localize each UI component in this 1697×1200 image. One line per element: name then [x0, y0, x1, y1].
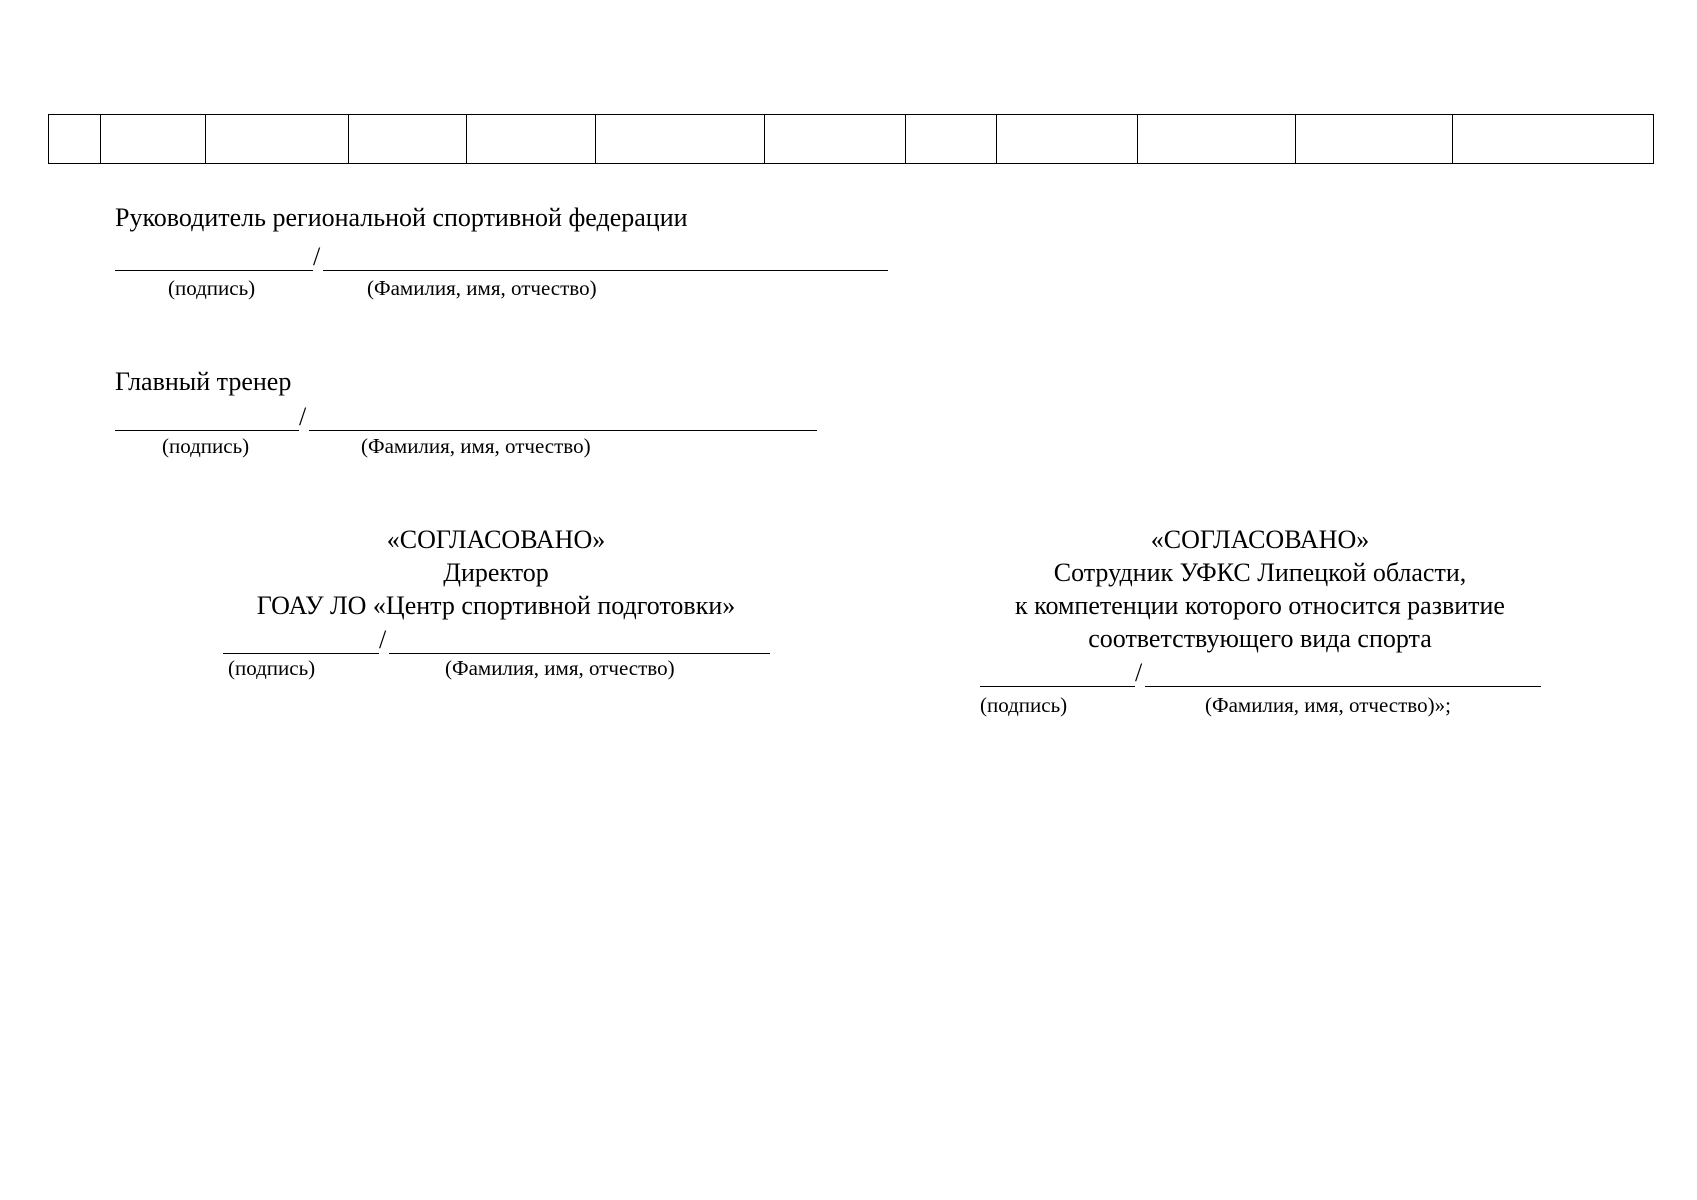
- approval-left-position: Директор: [443, 558, 549, 587]
- table-cell: [765, 115, 906, 164]
- table-cell: [1138, 115, 1296, 164]
- head-coach-name-line: [309, 430, 817, 431]
- table-cell: [997, 115, 1138, 164]
- approval-left-slash: /: [379, 625, 387, 654]
- empty-table-row: [48, 114, 1654, 164]
- approval-left-signature-line: [223, 653, 379, 654]
- approval-right-name-line: [1145, 686, 1541, 687]
- table-cell: [906, 115, 997, 164]
- table-row: [49, 115, 1654, 164]
- federation-head-name-caption: (Фамилия, имя, отчество): [367, 276, 597, 300]
- approval-right-position: Сотрудник УФКС Липецкой области,: [1053, 558, 1467, 587]
- approval-left-signature-caption: (подпись): [228, 656, 316, 680]
- approval-left-name-caption: (Фамилия, имя, отчество): [445, 656, 675, 680]
- approval-right-signature-line: [980, 686, 1135, 687]
- federation-head-signature-caption: (подпись): [168, 276, 256, 300]
- approval-right-sport: соответствующего вида спорта: [1088, 624, 1432, 653]
- federation-head-signature-line: [115, 270, 313, 271]
- approval-right-heading: «СОГЛАСОВАНО»: [1150, 525, 1370, 554]
- table-cell: [206, 115, 349, 164]
- federation-head-name-line: [323, 270, 888, 271]
- head-coach-signature-line: [115, 430, 299, 431]
- table-cell: [467, 115, 596, 164]
- approval-right-slash: /: [1135, 658, 1143, 687]
- approval-left-name-line: [389, 653, 770, 654]
- federation-head-title: Руководитель региональной спортивной федерации: [115, 203, 688, 232]
- head-coach-title: Главный тренер: [115, 367, 292, 396]
- approval-right-signature-caption: (подпись): [980, 693, 1068, 717]
- head-coach-name-caption: (Фамилия, имя, отчество): [361, 434, 591, 458]
- approval-right-name-caption: (Фамилия, имя, отчество)»;: [1205, 693, 1451, 717]
- approval-right-competence: к компетенции которого относится развитие: [1015, 591, 1505, 620]
- head-coach-slash: /: [299, 402, 307, 431]
- table-cell: [49, 115, 101, 164]
- approval-left-organization: ГОАУ ЛО «Центр спортивной подготовки»: [256, 591, 736, 620]
- table-cell: [596, 115, 765, 164]
- table-cell: [101, 115, 206, 164]
- head-coach-signature-caption: (подпись): [162, 434, 250, 458]
- federation-head-slash: /: [313, 242, 321, 271]
- table-cell: [1453, 115, 1654, 164]
- table-cell: [349, 115, 467, 164]
- approval-left-heading: «СОГЛАСОВАНО»: [386, 525, 606, 554]
- table-cell: [1296, 115, 1453, 164]
